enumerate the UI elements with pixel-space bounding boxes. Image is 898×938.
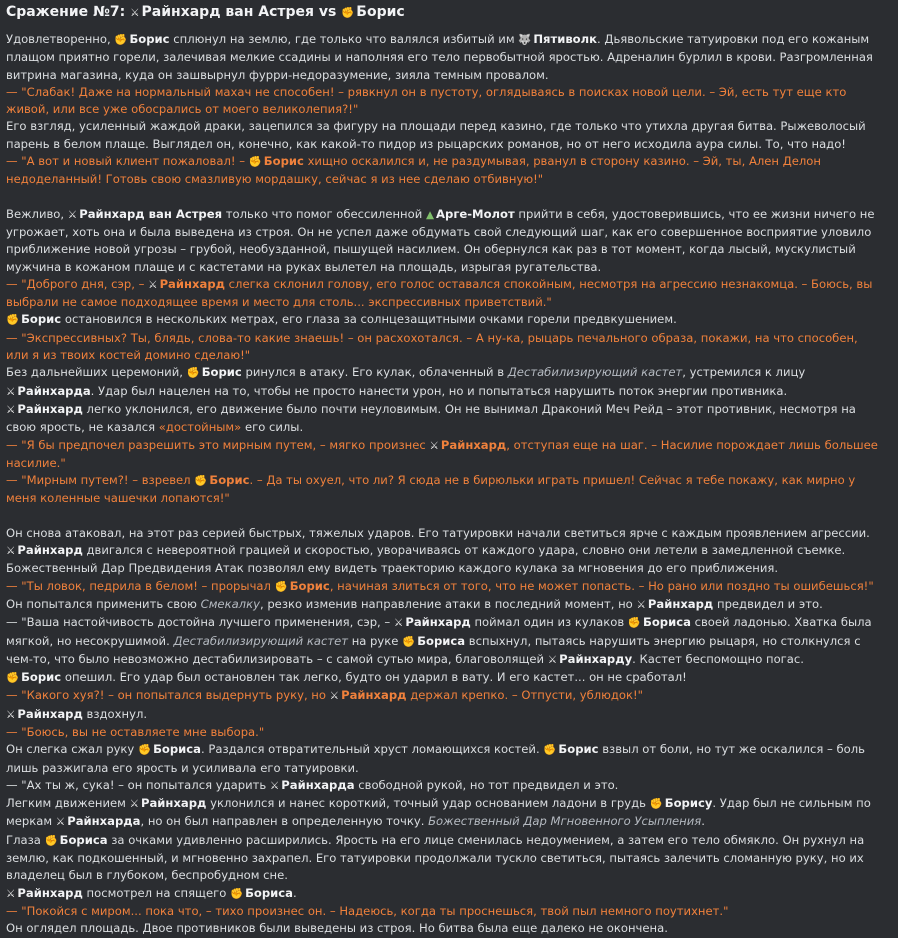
text: . Кастет беспомощно погас. [632,651,804,666]
text: двигался с невероятной грацией и скоростью, уворачиваясь от каждого удара, словно они летели в замедленной съемке. Божественный Дар Предвидения Атак позволял ему видеть траекторию каждого кулака за мгновения до его приближения. [6,543,846,576]
crossed-swords-icon [6,404,15,416]
crossed-swords-icon [330,690,339,702]
text: свободной рукой, но тот предвидел и это. [358,777,619,792]
text: Удовлетворенно, [6,32,111,46]
text: на руке [351,633,399,648]
mountain-icon [426,209,434,221]
paragraph [6,401,878,437]
dialogue [6,276,878,312]
item-destabilizing-knuckles: Дестабилизирующий кастет [507,365,683,380]
text: ринулся в атаку. Его кулак, облаченный в [245,365,505,380]
crossed-swords-icon [636,599,645,611]
text: за очками удивленно расширились. Ярость на его лице сменилась недоумением, а затем его тело обмякло. Он рухнул на землю, как подкошенный, и мгновенно захрапел. Его татуировки продолжали тускло светиться, пытаясь залечить сломанную руку, но их владелец был в глубоком, беспробудном сне. [6,832,865,883]
text: — "Доброго дня, сэр, – [6,276,145,291]
text: . [292,885,297,900]
page-title [6,3,878,22]
text: , но он был направлен в определенную точку. [140,814,425,829]
crossed-swords-icon [6,386,15,398]
text: Легким движением [6,796,126,811]
crossed-swords-icon [130,7,139,19]
text: сплюнул на землю, где только что валялся избитый им [173,32,515,46]
dialogue [6,472,878,508]
skill-instant-sleep: Божественный Дар Мгновенного Усыпления [428,814,702,829]
crossed-swords-icon [68,209,77,221]
fist-icon [230,888,243,900]
text: , начиная злиться от того, что не может попасть. – Но рано или поздно ты ошибешься!" [329,578,874,593]
title-fighter1: Райнхард ван Астрея [141,4,314,20]
text: Глаза [6,832,41,847]
text: Без дальнейших церемоний, [6,365,183,380]
text: только что помог обессиленной [225,206,423,221]
text: слегка склонил голову, его голос оставался спокойным, несмотря на агрессию незнакомца. – Боюсь, вы выбрали не самое подходящее время и место для столь... экспрессивных приветствий." [6,276,873,310]
quote-worthy: «достойным» [158,420,242,435]
fist-icon [45,835,58,847]
name-boris: Бориса [417,633,466,648]
text: взвыл от боли, но тут же оскалился – боль лишь разжигала его ярость и усиливала его татуировки. [6,742,865,775]
crossed-swords-icon [429,440,438,452]
dialogue [6,578,878,596]
text: — "Какого хуя?! – он попытался выдернуть руку, но [6,688,326,703]
name-boris: Бориса [153,742,201,757]
fist-icon [650,798,663,810]
text: — "А вот и новый клиент пожаловал! – [6,154,245,169]
crossed-swords-icon [270,780,279,792]
dialogue: — "Экспрессивных? Ты, блядь, слова-то какие знаешь! – он расхохотался. – А ну-ка, рыцарь печального образа, покажи, на что способен, или я из твоих костей домино сделаю!" [6,330,858,363]
text: поймал один из кулаков [474,615,625,630]
name-rainhard: Райнхард [17,543,83,558]
crossed-swords-icon [6,709,15,721]
paragraph [6,741,878,777]
paragraph [6,795,878,832]
text: опешил. Его удар был остановлен так легко, будто он ударил в вату. И его кастет... он не сработал! [64,670,687,685]
text: вспыхнул, пытаясь нарушить энергию рыцаря, но столкнулся с чем-то, что было невозможно дестабилизировать – с самой сутью мира, благоволящей [6,633,861,666]
paragraph [6,525,878,578]
paragraph [6,31,878,84]
name-rainhard: Райнхард [405,615,471,630]
text: Он попытался применить свою [6,596,197,611]
text: предвидел и это. [716,596,823,611]
dialogue [6,437,878,473]
text: хищно оскалился и, не раздумывая, рванул в сторону казино. – Эй, ты, Ален Делон недоделанный! Готовь свою смазливую мордашку, сейчас я из нее сделаю отбивную!" [6,154,821,187]
name-rainhard: Райнхард [440,437,507,452]
name-boris: Борис [289,578,330,593]
fist-icon [341,7,354,19]
text: остановился в нескольких метрах, его глаза за солнцезащитными очками горели предвкушением. [64,312,677,327]
text: . – Да ты охуел, что ли? Я сюда не в бирюльки играть пришел! Сейчас я тебе покажу, как мирно у меня коленные чашечки лопаются!" [6,473,856,506]
text: Вежливо, [6,206,65,221]
name-rainhard: Райнхард [341,688,407,703]
paragraph [6,614,878,669]
name-rainhard: Райнхарда [67,814,141,829]
text: . [701,814,705,829]
crossed-swords-icon [548,654,557,666]
name-boris: Бориса [59,832,108,847]
crossed-swords-icon [148,279,157,291]
crossed-swords-icon [130,798,139,810]
name-boris: Борис [21,670,62,685]
name-rainhard: Райнхард [17,885,83,900]
paragraph [6,669,878,687]
item-destabilizing-knuckles: Дестабилизирующий кастет [173,633,348,648]
crossed-swords-icon [56,816,65,828]
name-rainhard: Райнхарда [281,777,355,792]
name-rainhard: Райнхард [17,401,83,416]
crossed-swords-icon [6,545,15,557]
name-boris: Борис [201,365,242,380]
fist-icon [249,156,262,168]
paragraph [6,596,878,614]
text: , резко изменив направление атаки в последний момент, но [259,596,633,611]
name-boris: Борису [664,796,713,811]
crossed-swords-icon [6,888,15,900]
name-rainhard: Райнхард [140,796,207,811]
text: Он снова атаковал, на этот раз серией быстрых, тяжелых ударов. Его татуировки начали светиться ярче с каждым проявлением агрессии. [6,525,870,540]
name-pyativolk: Пятиволк [533,32,598,46]
text: Он слегка сжал руку [6,742,135,757]
fist-icon [194,475,207,487]
fist-icon [138,744,151,756]
text: , устремился к лицу [682,365,806,380]
text: — "Я бы предпочел разрешить это мирным путем, – мягко произнес [6,437,426,452]
name-boris: Бориса [245,885,293,900]
fist-icon [114,34,127,46]
paragraph [6,364,878,401]
text: . Раздался отвратительный хруст ломающихся костей. [200,742,540,757]
paragraph [6,311,878,329]
fist-icon [628,617,641,629]
paragraph [6,706,878,724]
text: своей ладонью. Хватка была мягкой, но несокрушимой. [6,615,872,648]
name-boris: Бориса [642,615,691,630]
name-boris: Борис [129,32,170,46]
text: уклонился и нанес короткий, точный удар основанием ладони в грудь [210,796,646,811]
dialogue [6,687,878,705]
dialogue: — "Слабак! Даже на нормальный махач не способен! – рявкнул он в пустоту, оглядываясь в поисках новой цели. – Эй, есть тут еще кто живой, или все уже обосрались от моего великолепия?!" [6,84,847,117]
name-rainhard: Райнхард ван Астрея [79,206,223,221]
paragraph [6,885,878,903]
text: посмотрел на спящего [86,885,227,900]
title-vs: vs [318,4,337,20]
fist-icon [187,367,200,379]
name-rainhard: Райнхарду [559,651,633,666]
name-arge: Арге-Молот [436,206,515,221]
paragraph [6,832,878,885]
dialogue [6,153,878,189]
paragraph: Его взгляд, усиленный жаждой драки, зацепился за фигуру на площади перед казино, где только что утихла другая битва. Рыжеволосый парень в белом плаще. Выглядел он, конечно, как какой-то пидор из рыцарских романов, но от него исходила аура силы. То, что надо! [6,119,866,151]
fist-icon [402,636,415,648]
text: прийти в себя, удостоверившись, что ее жизни ничего не угрожает, хоть она и была выведена из строя. Он не успел даже обдумать свой следующий шаг, как его совершенное восприятие уловило приближение новой угрозы – грубой, необузданной, пышущей насилием. Он обернулся как раз в тот момент, когда лысый, мускулистый мужчина в кожаном плаще и с кастетами на руках вылетел на площадь, изрыгая ругательства. [6,206,875,274]
title-prefix: Сражение №7: [6,4,126,20]
name-boris: Борис [263,154,304,169]
text: его силы. [244,420,304,435]
name-boris: Борис [209,473,250,488]
paragraph [6,777,878,795]
text: , отступая еще на шаг. – Насилие порождает лишь большее насилие." [6,437,878,470]
name-rainhard: Райнхард [17,706,83,721]
crossed-swords-icon [394,617,403,629]
text: — "Ваша настойчивость достойна лучшего применения, сэр, – [6,615,391,630]
name-rainhard: Райнхарда [17,383,91,398]
dialogue: — "Боюсь, вы не оставляете мне выбора." [6,724,265,739]
fist-icon [275,581,288,593]
text: держал крепко. – Отпусти, ублюдок!" [410,688,644,703]
skill-wit: Смекалку [200,596,260,611]
name-boris: Борис [558,742,599,757]
text: — "Ах ты ж, сука! – он попытался ударить [6,777,267,792]
fist-icon [6,672,19,684]
fist-icon [6,314,19,326]
dialogue: — "Покойся с миром... пока что, – тихо произнес он. – Надеюсь, когда ты проснешься, твой пыл немного поутихнет." [6,903,729,918]
paragraph [6,206,878,276]
paragraph: Он оглядел площадь. Двое противников были выведены из строя. Но битва была еще далеко не окончена. [6,921,668,936]
name-boris: Борис [21,312,62,327]
paragraph-gap [6,508,878,525]
title-fighter2: Борис [356,4,405,20]
name-rainhard: Райнхард [647,596,714,611]
text: . Удар был не сильным по меркам [6,796,871,829]
text: — "Ты ловок, педрила в белом! – прорычал [6,578,271,593]
paragraph-gap [6,189,878,206]
text: . Дьявольские татуировки под его кожаным плащом приятно горели, залечивая мелкие ссадины и наполняя его тело первобытной яростью. Адреналин бурлил в крови. Разгромленная витрина магазина, куда он зашвырнул фурри-недоразумение, зияла темным провалом. [6,32,873,82]
text: . Удар был нацелен на то, чтобы не просто нанести урон, но и попытаться нарушить поток энергии противника. [90,383,788,398]
text: легко уклонился, его движение было почти неуловимым. Он не вынимал Драконий Меч Рейд – этот противник, несмотря на свою ярость, не казался [6,401,856,435]
name-rainhard: Райнхард [159,276,225,291]
fist-icon [543,744,556,756]
text: вздохнул. [86,706,148,721]
text: — "Мирным путем?! – взревел [6,473,191,488]
wolf-icon [518,34,531,46]
